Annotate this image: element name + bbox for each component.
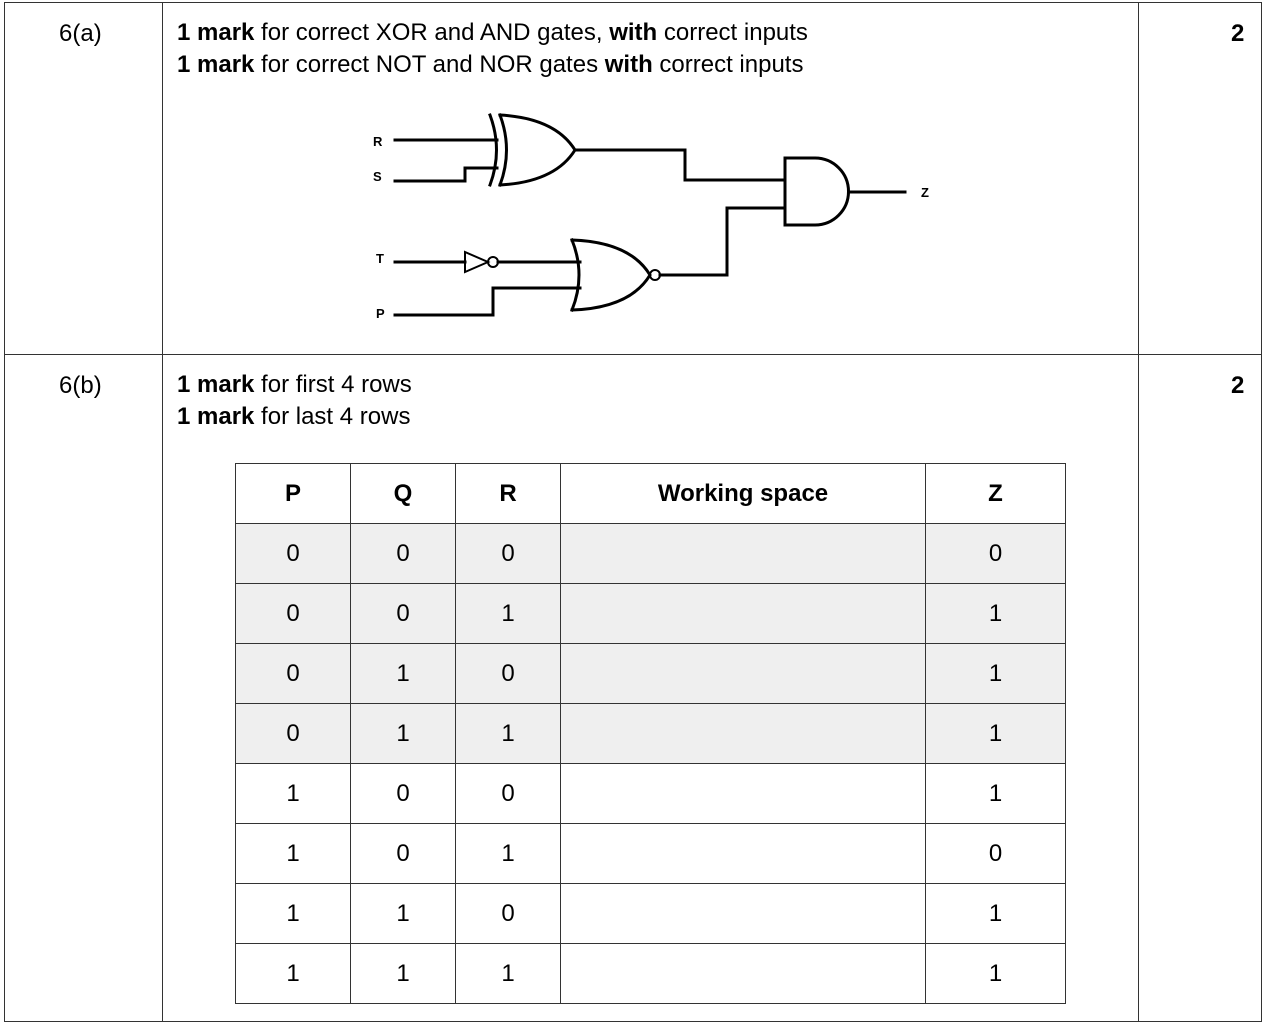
- not-gate: [465, 252, 498, 272]
- cell-z: 1: [926, 884, 1066, 944]
- input-label-r: R: [373, 134, 383, 149]
- cell-z: 1: [926, 704, 1066, 764]
- header-z: Z: [926, 464, 1066, 524]
- mark-criterion: [177, 371, 412, 399]
- cell-working-space: [561, 584, 926, 644]
- criterion-bold: 1 mark: [177, 19, 255, 46]
- table-row: [236, 704, 1066, 764]
- cell-working-space: [561, 704, 926, 764]
- criterion-bold-keyword: with: [604, 51, 653, 78]
- column-divider-question: [162, 2, 163, 1022]
- cell-r: 1: [456, 704, 561, 764]
- cell-p: 1: [236, 764, 351, 824]
- cell-working-space: [561, 644, 926, 704]
- table-border-bottom: [4, 1021, 1262, 1022]
- cell-r: 0: [456, 884, 561, 944]
- cell-z: 1: [926, 764, 1066, 824]
- cell-r: 0: [456, 524, 561, 584]
- cell-working-space: [561, 944, 926, 1004]
- cell-p: 0: [236, 644, 351, 704]
- cell-p: 0: [236, 704, 351, 764]
- column-divider-marks: [1138, 2, 1139, 1022]
- table-border-top: [4, 2, 1262, 3]
- wire-p: [395, 288, 580, 315]
- cell-r: 0: [456, 764, 561, 824]
- criterion-bold: 1 mark: [177, 403, 255, 430]
- row-divider: [4, 354, 1262, 355]
- table-row: [236, 584, 1066, 644]
- mark-criterion: [177, 51, 803, 79]
- wire-nor-to-and: [660, 208, 785, 275]
- criterion-text: for correct NOT and NOR gates: [254, 51, 605, 78]
- mark-criterion: [177, 19, 808, 47]
- cell-p: 1: [236, 944, 351, 1004]
- cell-q: 1: [351, 884, 456, 944]
- wire-xor-to-and: [575, 150, 785, 180]
- table-row: [236, 944, 1066, 1004]
- header-working-space: Working space: [561, 464, 926, 524]
- criterion-text: for correct XOR and AND gates,: [254, 19, 610, 46]
- table-row: [236, 644, 1066, 704]
- cell-p: 1: [236, 884, 351, 944]
- cell-r: 1: [456, 824, 561, 884]
- criterion-bold: 1 mark: [177, 51, 255, 78]
- cell-z: 0: [926, 824, 1066, 884]
- cell-working-space: [561, 524, 926, 584]
- cell-q: 1: [351, 704, 456, 764]
- criterion-text-end: correct inputs: [652, 51, 804, 78]
- question-number: 6(a): [59, 20, 102, 47]
- logic-circuit-diagram: [360, 110, 960, 335]
- cell-r: 1: [456, 584, 561, 644]
- table-row: [236, 884, 1066, 944]
- cell-z: 0: [926, 524, 1066, 584]
- question-number: 6(b): [59, 372, 102, 399]
- header-r: R: [456, 464, 561, 524]
- criterion-text: for last 4 rows: [254, 403, 411, 430]
- input-label-s: S: [373, 169, 382, 184]
- cell-z: 1: [926, 644, 1066, 704]
- table-row: [236, 824, 1066, 884]
- criterion-text: for first 4 rows: [254, 371, 412, 398]
- cell-r: 0: [456, 644, 561, 704]
- table-border-right: [1261, 2, 1262, 1022]
- table-row: [236, 764, 1066, 824]
- nor-gate: [572, 240, 660, 310]
- cell-z: 1: [926, 944, 1066, 1004]
- cell-q: 0: [351, 824, 456, 884]
- criterion-text-end: correct inputs: [657, 19, 808, 46]
- and-gate: [785, 158, 849, 225]
- cell-q: 0: [351, 584, 456, 644]
- mark-criterion: [177, 403, 410, 431]
- truth-table: [235, 463, 1066, 1004]
- cell-q: 0: [351, 524, 456, 584]
- input-label-p: P: [376, 306, 385, 321]
- header-p: P: [236, 464, 351, 524]
- input-label-t: T: [376, 251, 384, 266]
- cell-r: 1: [456, 944, 561, 1004]
- cell-q: 0: [351, 764, 456, 824]
- truth-table-header-row: [236, 464, 1066, 524]
- marks-value: 2: [1231, 20, 1245, 47]
- cell-working-space: [561, 824, 926, 884]
- cell-q: 1: [351, 944, 456, 1004]
- criterion-bold: 1 mark: [177, 371, 255, 398]
- header-q: Q: [351, 464, 456, 524]
- xor-gate: [490, 115, 575, 185]
- table-border-left: [4, 2, 5, 1022]
- cell-p: 1: [236, 824, 351, 884]
- wire-s: [395, 168, 497, 181]
- output-label-z: Z: [921, 185, 929, 200]
- criterion-bold-keyword: with: [609, 19, 658, 46]
- cell-z: 1: [926, 584, 1066, 644]
- cell-q: 1: [351, 644, 456, 704]
- cell-working-space: [561, 884, 926, 944]
- table-row: [236, 524, 1066, 584]
- cell-p: 0: [236, 524, 351, 584]
- marks-value: 2: [1231, 372, 1245, 399]
- cell-working-space: [561, 764, 926, 824]
- cell-p: 0: [236, 584, 351, 644]
